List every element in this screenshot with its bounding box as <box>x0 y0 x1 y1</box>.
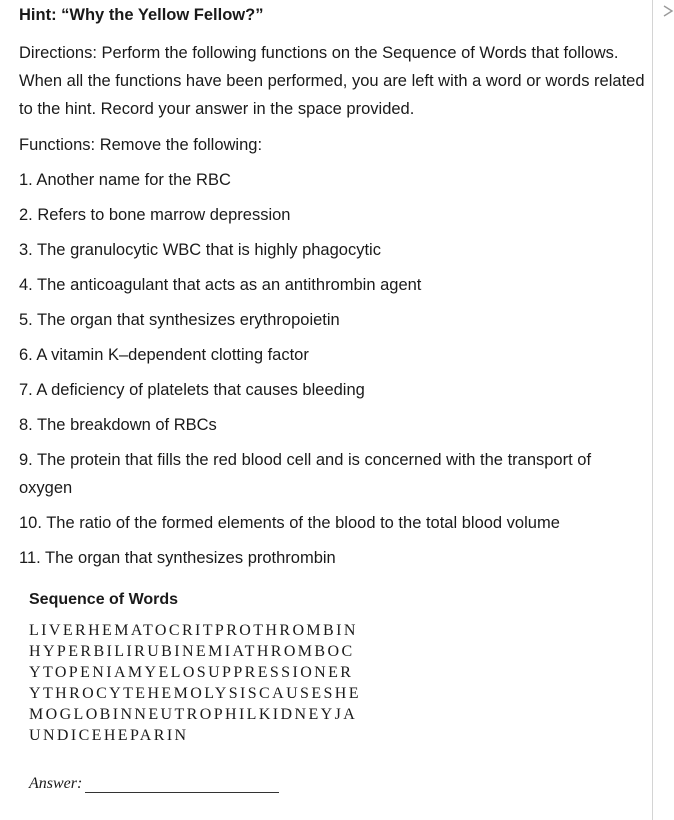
sequence-title: Sequence of Words <box>29 591 179 608</box>
sequence-line: UNDICEHEPARIN <box>29 727 189 744</box>
function-item: 1. Another name for the RBC <box>19 171 231 189</box>
function-item: 2. Refers to bone marrow depression <box>19 206 291 224</box>
directions-text: Directions: Perform the following functions on the Sequence of Words that follows. When all the functions have been performed, you are left with a word or words related to the hint. Record your answer in the space provided. <box>19 44 645 118</box>
functions-heading: Functions: Remove the following: <box>19 136 263 154</box>
panel-border <box>652 0 653 820</box>
function-item: 3. The granulocytic WBC that is highly phagocytic <box>19 241 381 259</box>
sequence-line: HYPERBILIRUBINEMIATHROMBOC <box>29 643 355 660</box>
function-item: 10. The ratio of the formed elements of the blood to the total blood volume <box>19 514 560 532</box>
function-item: 8. The breakdown of RBCs <box>19 416 217 434</box>
sequence-line: LIVERHEMATOCRITPROTHROMBIN <box>29 622 358 639</box>
answer-blank[interactable] <box>85 776 279 793</box>
functions-list <box>19 166 647 572</box>
function-item: 5. The organ that synthesizes erythropoietin <box>19 311 340 329</box>
answer-row <box>29 775 647 793</box>
function-item: 6. A vitamin K–dependent clotting factor <box>19 346 309 364</box>
function-item: 9. The protein that fills the red blood cell and is concerned with the transport of oxygen <box>19 451 592 497</box>
sequence-box <box>29 590 647 746</box>
hint-heading: Hint: “Why the Yellow Fellow?” <box>19 6 264 24</box>
sequence-line: YTHROCYTEHEMOLYSISCAUSESHE <box>29 685 361 702</box>
answer-label: Answer: <box>29 775 83 792</box>
sequence-line: YTOPENIAMYELOSUPPRESSIONER <box>29 664 354 681</box>
function-item: 11. The organ that synthesizes prothrombin <box>19 549 336 567</box>
sequence-line: MOGLOBINNEUTROPHILKIDNEYJA <box>29 706 358 723</box>
function-item: 7. A deficiency of platelets that causes bleeding <box>19 381 365 399</box>
document-body <box>19 0 647 793</box>
chevron-icon[interactable] <box>662 4 674 18</box>
function-item: 4. The anticoagulant that acts as an antithrombin agent <box>19 276 422 294</box>
